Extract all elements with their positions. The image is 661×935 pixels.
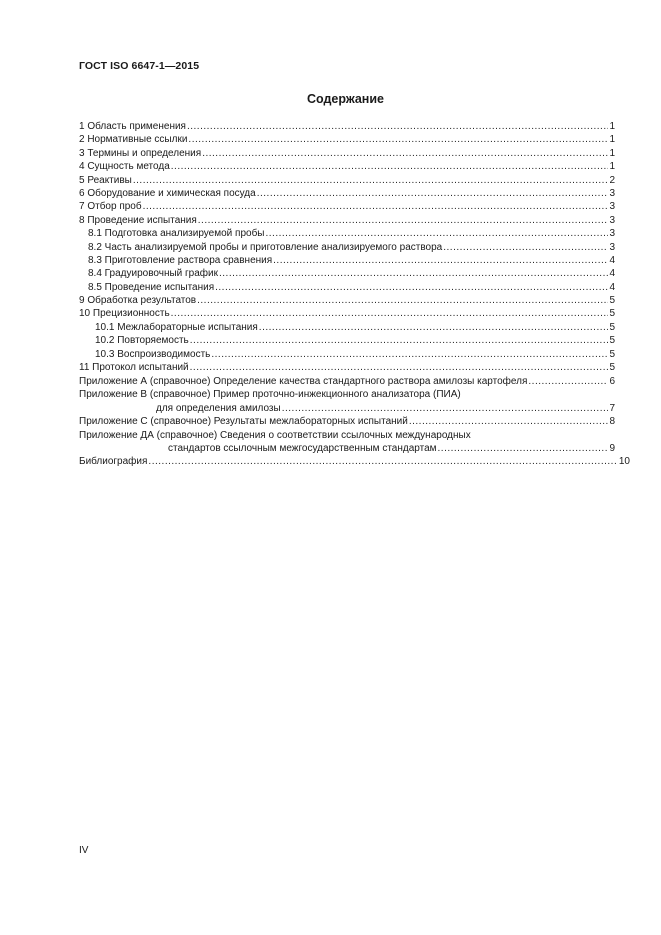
leader-dots bbox=[265, 227, 608, 240]
toc-entry[interactable] bbox=[79, 321, 615, 334]
toc-entry-page: 1 bbox=[609, 147, 615, 159]
toc-entry[interactable] bbox=[79, 160, 615, 173]
toc-entry-label: 9 Обработка результатов bbox=[79, 295, 197, 307]
leader-dots bbox=[190, 361, 609, 374]
toc-entry-page: 4 bbox=[609, 281, 615, 293]
leader-dots bbox=[273, 254, 608, 267]
toc-entry-label: стандартов ссылочным межгосударственным стандартам bbox=[168, 442, 437, 454]
toc-entry-bibliography[interactable] bbox=[79, 455, 630, 468]
toc-entry-label: для определения амилозы bbox=[156, 402, 281, 414]
toc-entry-page: 5 bbox=[609, 335, 615, 347]
leader-dots bbox=[282, 402, 609, 415]
toc-entry-label: 8 Проведение испытания bbox=[79, 214, 197, 226]
toc-entry-label: 8.3 Приготовление раствора сравнения bbox=[88, 254, 273, 266]
toc-entry[interactable] bbox=[79, 307, 615, 320]
leader-dots bbox=[443, 241, 608, 254]
leader-dots bbox=[259, 321, 609, 334]
toc-entry[interactable] bbox=[79, 254, 615, 267]
document-header: ГОСТ ISO 6647-1—2015 bbox=[79, 60, 200, 72]
toc-entry[interactable] bbox=[79, 334, 615, 347]
toc-entry[interactable] bbox=[79, 187, 615, 200]
toc-entry[interactable] bbox=[79, 348, 615, 361]
toc-entry-annex-a[interactable] bbox=[79, 375, 615, 388]
page-title: Содержание bbox=[306, 92, 384, 106]
toc-entry-label: 8.2 Часть анализируемой пробы и приготовление анализируемого раствора bbox=[88, 241, 443, 253]
toc-entry-page: 1 bbox=[609, 134, 615, 146]
toc-entry-page: 3 bbox=[609, 228, 615, 240]
leader-dots bbox=[188, 133, 608, 146]
toc-entry-page: 2 bbox=[609, 174, 615, 186]
leader-dots bbox=[171, 307, 609, 320]
leader-dots bbox=[197, 294, 608, 307]
toc-entry-page: 4 bbox=[609, 254, 615, 266]
toc-entry[interactable] bbox=[79, 214, 615, 227]
toc-entry-page: 3 bbox=[609, 214, 615, 226]
leader-dots bbox=[202, 147, 608, 160]
toc-entry-page: 1 bbox=[609, 121, 615, 132]
toc-entry-label: 10 Прецизионность bbox=[79, 308, 170, 320]
bibliography-entry-wrap bbox=[79, 455, 630, 468]
leader-dots bbox=[409, 415, 609, 428]
toc-entry-label: 8.4 Градуировочный график bbox=[88, 268, 218, 280]
leader-dots bbox=[148, 455, 617, 468]
toc-entry-page: 5 bbox=[609, 348, 615, 360]
leader-dots bbox=[215, 281, 608, 294]
toc-entry-label: 4 Сущность метода bbox=[79, 161, 170, 173]
toc-entry-label: 6 Оборудование и химическая посуда bbox=[79, 187, 256, 199]
leader-dots bbox=[219, 267, 608, 280]
toc-entry-label: 10.1 Межлабораторные испытания bbox=[95, 321, 258, 333]
toc-entry[interactable] bbox=[79, 147, 615, 160]
toc-entry-label: 10.3 Воспроизводимость bbox=[95, 348, 211, 360]
toc-entry[interactable] bbox=[79, 227, 615, 240]
toc-entry-annex-b-line1[interactable]: Приложение В (справочное) Пример проточно-инжекционного анализатора (ПИА) bbox=[79, 389, 461, 401]
toc-entry-page: 3 bbox=[609, 187, 615, 199]
toc-entry-page: 7 bbox=[609, 402, 615, 414]
toc-entry-label: Приложение С (справочное) Результаты межлабораторных испытаний bbox=[79, 416, 408, 428]
toc-entry-label: 7 Отбор проб bbox=[79, 201, 142, 213]
toc-entry-label: 5 Реактивы bbox=[79, 174, 132, 186]
leader-dots bbox=[143, 200, 609, 213]
toc-entry-label: 11 Протокол испытаний bbox=[79, 362, 189, 374]
toc-entry-label: 8.5 Проведение испытания bbox=[88, 281, 215, 293]
toc-entry-page: 5 bbox=[609, 295, 615, 307]
page-number: IV bbox=[79, 845, 89, 856]
toc-entry-label: 1 Область применения bbox=[79, 121, 186, 132]
leader-dots bbox=[198, 214, 609, 227]
toc-entry-annex-da[interactable] bbox=[79, 442, 615, 455]
toc-entry-page: 1 bbox=[609, 161, 615, 173]
leader-dots bbox=[190, 334, 609, 347]
annex-list bbox=[79, 375, 615, 455]
toc-entry-label: Библиография bbox=[79, 456, 148, 467]
leader-dots bbox=[171, 160, 609, 173]
leader-dots bbox=[133, 174, 609, 187]
toc-entry-annex-b[interactable] bbox=[79, 402, 615, 415]
toc-entry-page: 5 bbox=[609, 362, 615, 374]
toc-entry-page: 3 bbox=[609, 201, 615, 213]
toc-entry-label: 2 Нормативные ссылки bbox=[79, 134, 188, 146]
leader-dots bbox=[187, 120, 608, 133]
toc-entry[interactable] bbox=[79, 174, 615, 187]
toc-entry[interactable] bbox=[79, 200, 615, 213]
toc-entry-label: 10.2 Повторяемость bbox=[95, 335, 189, 347]
toc-entry[interactable] bbox=[79, 281, 615, 294]
toc-entry-label: 8.1 Подготовка анализируемой пробы bbox=[88, 228, 265, 240]
toc-entry-annex-c[interactable] bbox=[79, 415, 615, 428]
toc-entry[interactable] bbox=[79, 133, 615, 146]
toc-entry-page: 10 bbox=[618, 456, 630, 467]
leader-dots bbox=[257, 187, 609, 200]
toc-entry-page: 5 bbox=[609, 321, 615, 333]
toc-entry[interactable] bbox=[79, 120, 615, 133]
toc-entry-page: 4 bbox=[609, 268, 615, 280]
toc-entry-page: 3 bbox=[609, 241, 615, 253]
leader-dots bbox=[438, 442, 609, 455]
toc-entry[interactable] bbox=[79, 267, 615, 280]
toc-entry-annex-da-line1[interactable]: Приложение ДА (справочное) Сведения о соответствии ссылочных международных bbox=[79, 429, 471, 441]
toc-entry-label: 3 Термины и определения bbox=[79, 147, 202, 159]
toc-entry[interactable] bbox=[79, 361, 615, 374]
table-of-contents bbox=[79, 120, 615, 374]
toc-entry-page: 9 bbox=[609, 442, 615, 454]
toc-entry[interactable] bbox=[79, 294, 615, 307]
toc-entry[interactable] bbox=[79, 241, 615, 254]
toc-entry-page: 8 bbox=[609, 416, 615, 428]
leader-dots bbox=[211, 348, 608, 361]
toc-entry-page: 5 bbox=[609, 308, 615, 320]
leader-dots bbox=[528, 375, 608, 388]
toc-entry-label: Приложение А (справочное) Определение качества стандартного раствора амилозы картофеля bbox=[79, 376, 528, 387]
toc-entry-page: 6 bbox=[609, 376, 615, 387]
